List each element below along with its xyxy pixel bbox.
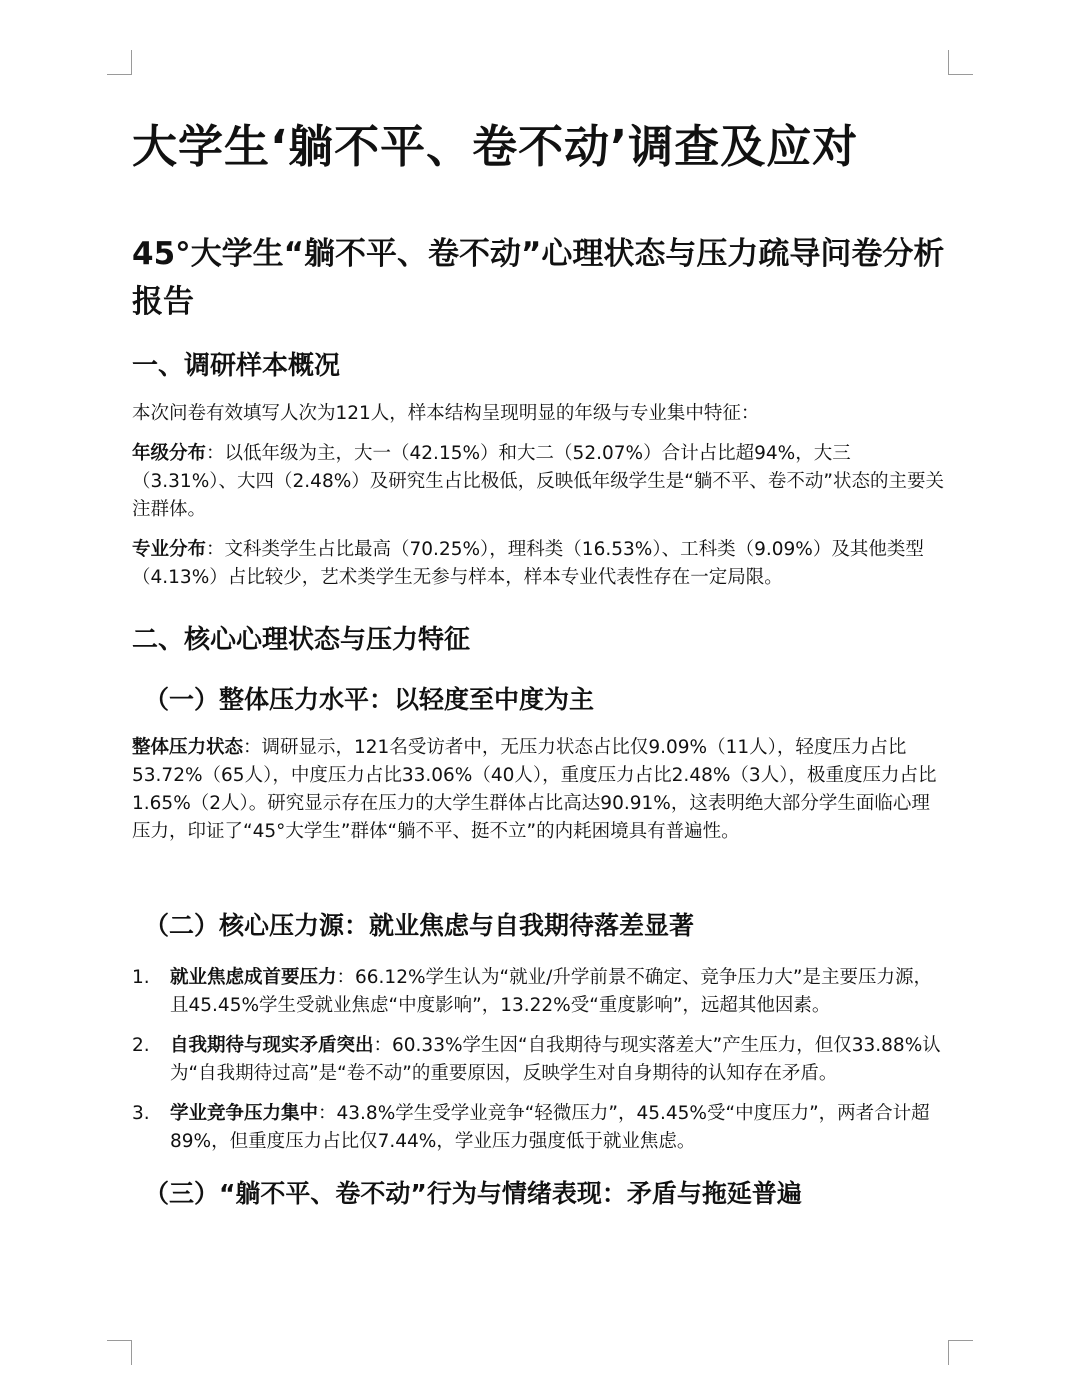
section1-heading: 一、调研样本概况 <box>132 351 341 381</box>
major-distribution-lead: 专业分布 <box>132 539 207 560</box>
grade-distribution-paragraph <box>132 440 948 524</box>
section2-heading: 二、核心心理状态与压力特征 <box>132 625 471 655</box>
list-item-text: ：60.33%学生因“自我期待与现实落差大”产生压力，但仅33.88%认为“自我期待过高”是“卷不动”的重要原因，反映学生对自身期待的认知存在矛盾。 <box>170 1035 941 1084</box>
subsection3-heading: （三）“躺不平、卷不动”行为与情绪表现：矛盾与拖延普遍 <box>144 1179 802 1208</box>
list-item <box>132 1100 948 1156</box>
list-item <box>132 1032 948 1088</box>
grade-distribution-lead: 年级分布 <box>132 443 207 464</box>
document-subtitle: 45°大学生“躺不平、卷不动”心理状态与压力疏导问卷分析报告 <box>132 236 945 320</box>
crop-mark-top-right <box>948 50 973 75</box>
subsection1-heading: （一）整体压力水平：以轻度至中度为主 <box>144 685 595 714</box>
major-distribution-paragraph <box>132 536 948 592</box>
section1-intro: 本次问卷有效填写人次为121人，样本结构呈现明显的年级与专业集中特征： <box>132 403 760 424</box>
grade-distribution-text: ：以低年级为主，大一（42.15%）和大二（52.07%）合计占比超94%，大三（3.31%）、大四（2.48%）及研究生占比极低，反映低年级学生是“躺不平、卷不动”状态的主要关注群体。 <box>132 443 944 520</box>
document-title: 大学生‘躺不平、卷不动’调查及应对 <box>132 120 859 173</box>
list-item-number: 1. <box>132 967 150 988</box>
list-item-lead: 自我期待与现实矛盾突出 <box>170 1035 374 1056</box>
list-item <box>132 964 948 1020</box>
list-item-text: ：66.12%学生认为“就业/升学前景不确定、竞争压力大”是主要压力源，且45.45%学生受就业焦虑“中度影响”，13.22%受“重度影响”，远超其他因素。 <box>170 967 932 1016</box>
stress-source-list <box>132 964 948 1156</box>
list-item-text: ：43.8%学生受学业竞争“轻微压力”，45.45%受“中度压力”，两者合计超89%，但重度压力占比仅7.44%，学业压力强度低于就业焦虑。 <box>170 1103 930 1152</box>
list-item-number: 2. <box>132 1035 150 1056</box>
subsection2-heading: （二）核心压力源：就业焦虑与自我期待落差显著 <box>144 911 695 940</box>
list-item-lead: 学业竞争压力集中 <box>170 1103 319 1124</box>
overall-stress-text: ：调研显示，121名受访者中，无压力状态占比仅9.09%（11人），轻度压力占比53.72%（65人），中度压力占比33.06%（40人），重度压力占比2.48%（3人），极重度压力占比1.65%（2人）。研究显示存在压力的大学生群体占比高达90.91%，这表明绝大部分学生面临心理压力，印证了“45°大学生”群体“躺不平、挺不立”的内耗困境具有普遍性。 <box>132 737 937 842</box>
major-distribution-text: ：文科类学生占比最高（70.25%），理科类（16.53%）、工科类（9.09%）及其他类型（4.13%）占比较少，艺术类学生无参与样本，样本专业代表性存在一定局限。 <box>132 539 924 588</box>
overall-stress-lead: 整体压力状态 <box>132 737 244 758</box>
list-item-number: 3. <box>132 1103 150 1124</box>
overall-stress-paragraph <box>132 734 948 846</box>
document-page <box>132 112 948 1214</box>
list-item-lead: 就业焦虑成首要压力 <box>170 967 337 988</box>
crop-mark-top-left <box>107 50 132 75</box>
crop-mark-bottom-right <box>948 1340 973 1365</box>
crop-mark-bottom-left <box>107 1340 132 1365</box>
